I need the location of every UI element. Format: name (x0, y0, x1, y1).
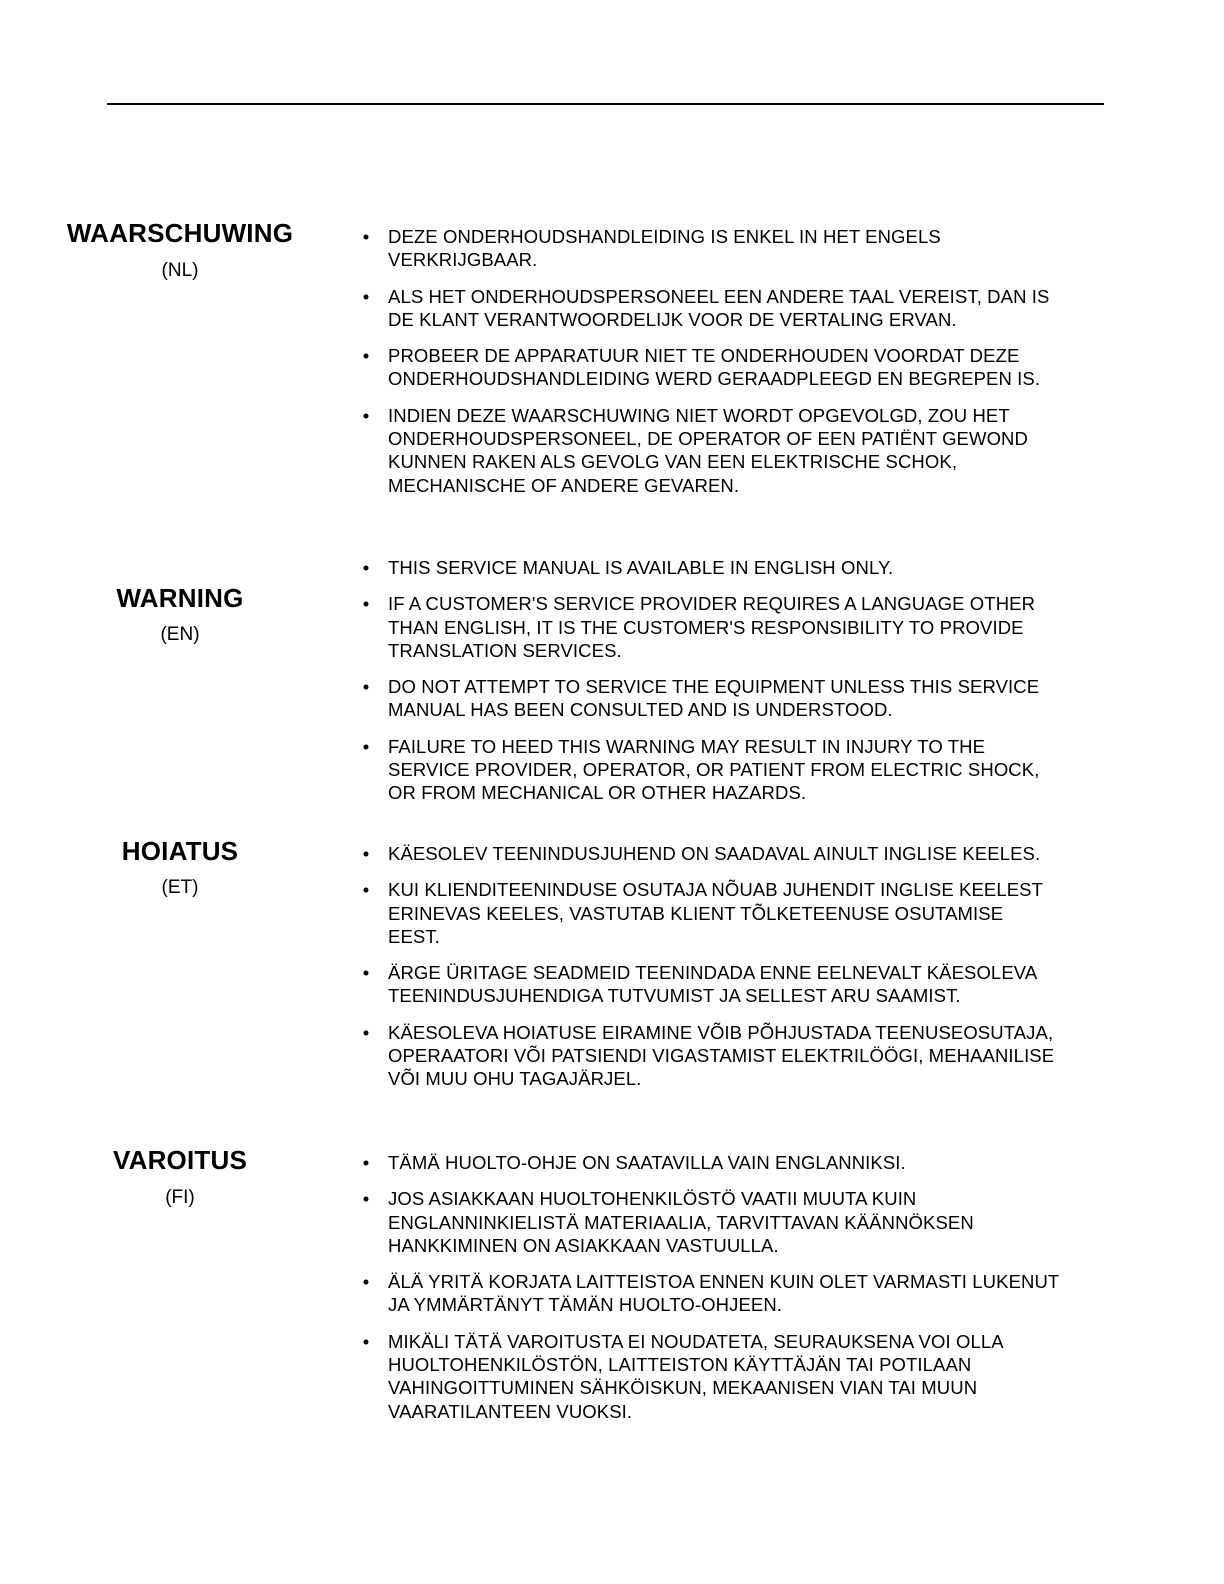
section-heading: WARNING (116, 583, 244, 613)
bullet-icon: • (362, 879, 370, 901)
language-code: (EN) (160, 624, 200, 645)
language-code: (FI) (165, 1187, 195, 1208)
language-code: (ET) (161, 877, 199, 898)
list-item: • ALS HET ONDERHOUDSPERSONEEL EEN ANDERE TAAL VEREIST, DAN IS DE KLANT VERANTWOORDELIJK VOOR DE VERTALING ERVAN. (360, 285, 1060, 332)
bullet-icon: • (362, 676, 370, 698)
language-code: (NL) (161, 260, 199, 281)
bullet-icon: • (362, 735, 370, 757)
list-item: • KUI KLIENDITEENINDUSE OSUTAJA NÕUAB JUHENDIT INGLISE KEELEST ERINEVAS KEELES, VASTUTAB KLIENT TÕLKETEENUSE OSUTAMISE EEST. (360, 878, 1060, 948)
section-heading: HOIATUS (121, 836, 239, 866)
bullet-icon: • (362, 557, 370, 578)
list-item: • TÄMÄ HUOLTO-OHJE ON SAATAVILLA VAIN ENGLANNIKSI. (360, 1151, 1060, 1174)
list-item: • DO NOT ATTEMPT TO SERVICE THE EQUIPMENT UNLESS THIS SERVICE MANUAL HAS BEEN CONSULTED AND IS UNDERSTOOD. (360, 675, 1060, 722)
list-item: • KÄESOLEV TEENINDUSJUHEND ON SAADAVAL AINULT INGLISE KEELES. (360, 842, 1060, 865)
warning-list (360, 225, 1060, 510)
list-item: • ÄRGE ÜRITAGE SEADMEID TEENINDADA ENNE EELNEVALT KÄESOLEVA TEENINDUSJUHENDIGA TUTVUMIST JA SELLEST ARU SAAMIST. (360, 961, 1060, 1008)
bullet-icon: • (362, 226, 370, 247)
list-item: • IF A CUSTOMER'S SERVICE PROVIDER REQUIRES A LANGUAGE OTHER THAN ENGLISH, IT IS THE CUSTOMER'S RESPONSIBILITY TO PROVIDE TRANSLATION SERVICES. (360, 592, 1060, 662)
bullet-icon: • (362, 1021, 370, 1043)
top-rule (107, 103, 1104, 105)
bullet-icon: • (362, 843, 370, 864)
list-item: • MIKÄLI TÄTÄ VAROITUSTA EI NOUDATETA, SEURAUKSENA VOI OLLA HUOLTOHENKILÖSTÖN, LAITTEISTON KÄYTTÄJÄN TAI POTILAAN VAHINGOITTUMINEN SÄHKÖISKUN, MEKAANISEN VIAN TAI MUUN VAARATILANTEEN VUOKSI. (360, 1330, 1060, 1423)
warning-list (360, 556, 1060, 818)
list-item: • DEZE ONDERHOUDSHANDLEIDING IS ENKEL IN HET ENGELS VERKRIJGBAAR. (360, 225, 1060, 272)
bullet-icon: • (362, 285, 370, 307)
bullet-icon: • (362, 345, 370, 367)
warning-list (360, 842, 1060, 1104)
list-item: • INDIEN DEZE WAARSCHUWING NIET WORDT OPGEVOLGD, ZOU HET ONDERHOUDSPERSONEEL, DE OPERATOR OF EEN PATIËNT GEWOND KUNNEN RAKEN ALS GEVOLG VAN EEN ELEKTRISCHE SCHOK, MECHANISCHE OF ANDERE GEVAREN. (360, 404, 1060, 497)
bullet-icon: • (362, 1330, 370, 1352)
bullet-icon: • (362, 404, 370, 426)
bullet-icon: • (362, 1188, 370, 1210)
section-heading: VAROITUS (112, 1145, 247, 1175)
list-item: • JOS ASIAKKAAN HUOLTOHENKILÖSTÖ VAATII MUUTA KUIN ENGLANNINKIELISTÄ MATERIAALIA, TARVITTAVAN KÄÄNNÖKSEN HANKKIMINEN ON ASIAKKAAN VASTUULLA. (360, 1187, 1060, 1257)
list-item: • THIS SERVICE MANUAL IS AVAILABLE IN ENGLISH ONLY. (360, 556, 1060, 579)
bullet-icon: • (362, 1152, 370, 1173)
list-item: • FAILURE TO HEED THIS WARNING MAY RESULT IN INJURY TO THE SERVICE PROVIDER, OPERATOR, OR PATIENT FROM ELECTRIC SHOCK, OR FROM MECHANICAL OR OTHER HAZARDS. (360, 735, 1060, 805)
bullet-icon: • (362, 1271, 370, 1293)
section-heading: WAARSCHUWING (66, 218, 294, 248)
list-item: • KÄESOLEVA HOIATUSE EIRAMINE VÕIB PÕHJUSTADA TEENUSEOSUTAJA, OPERAATORI VÕI PATSIENDI VIGASTAMIST ELEKTRILÖÖGI, MEHAANILISE VÕI MUU OHU TAGAJÄRJEL. (360, 1021, 1060, 1091)
bullet-icon: • (362, 962, 370, 984)
list-item: • PROBEER DE APPARATUUR NIET TE ONDERHOUDEN VOORDAT DEZE ONDERHOUDSHANDLEIDING WERD GERAADPLEEGD EN BEGREPEN IS. (360, 344, 1060, 391)
bullet-icon: • (362, 593, 370, 615)
list-item: • ÄLÄ YRITÄ KORJATA LAITTEISTOA ENNEN KUIN OLET VARMASTI LUKENUT JA YMMÄRTÄNYT TÄMÄN HUOLTO-OHJEEN. (360, 1270, 1060, 1317)
warning-list (360, 1151, 1060, 1436)
